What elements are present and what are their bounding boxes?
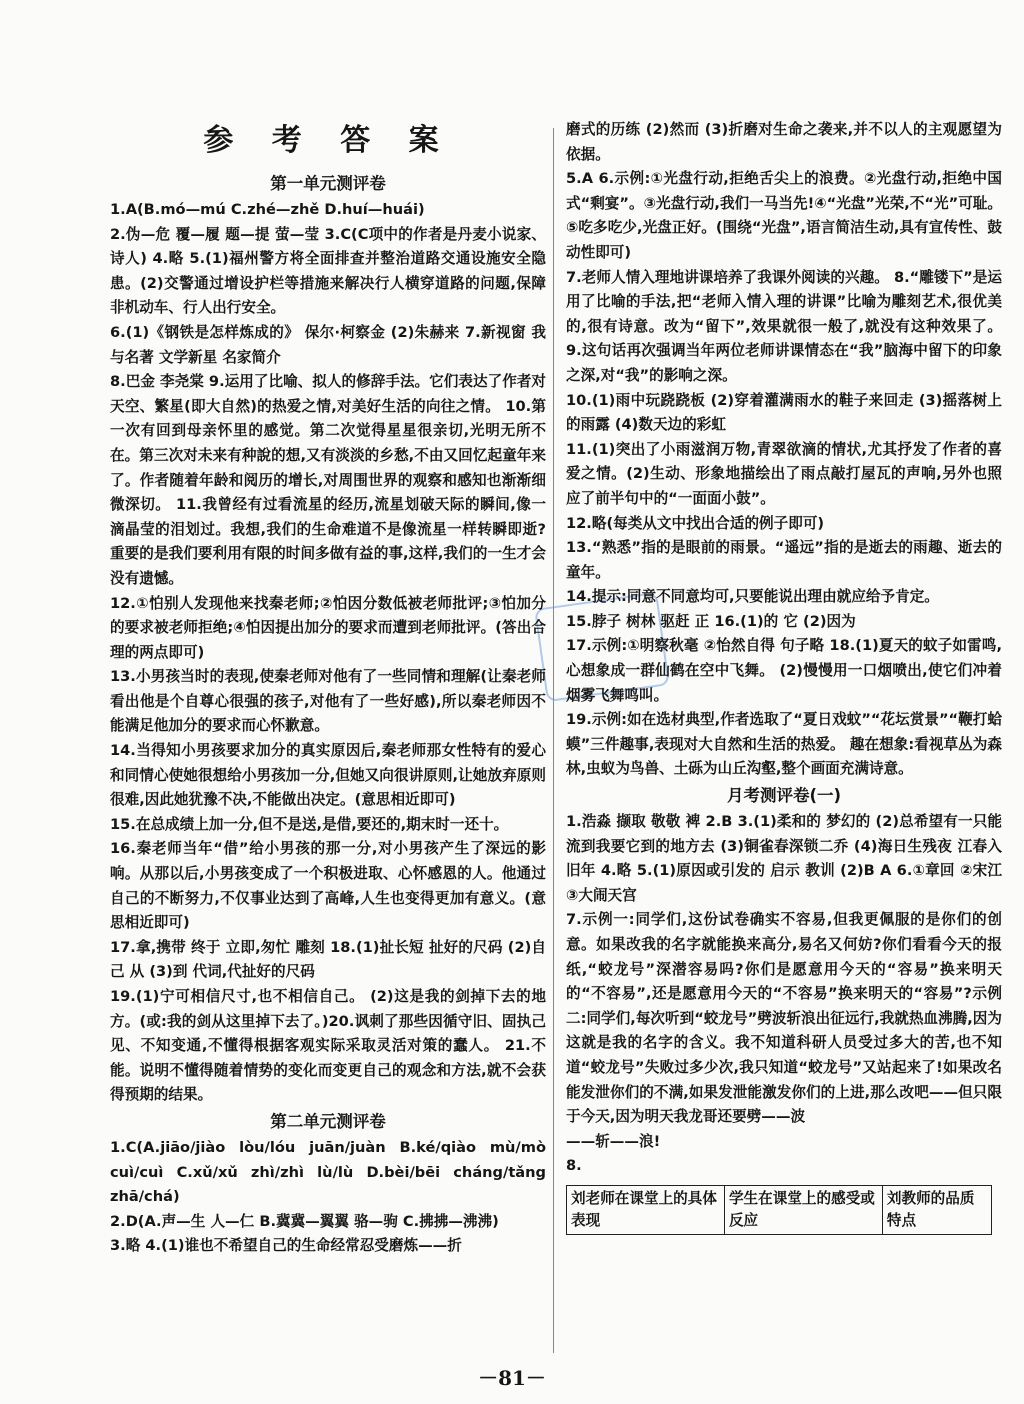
left-column (110, 118, 546, 1259)
section-heading: 第一单元测评卷 (270, 174, 386, 193)
answer-line: 7.老师人情入理地讲课培养了我课外阅读的兴趣。 8.“雕镂下”是运用了比喻的手法,把“老师入情入理的讲课”比喻为雕刻艺术,很优美的,很有诗意。改为“留下”,效果就很一般了,就没有这种效果了。 9.这句话再次强调当年两位老师讲课情态在“我”脑海中留下的印象之深,对“我”的影响之深。 (566, 268, 1002, 384)
section-heading: 第二单元测评卷 (270, 1111, 386, 1131)
answer-line: 8. (566, 1157, 582, 1175)
answer-line: 7.示例一:同学们,这份试卷确实不容易,但我更佩服的是你们的创意。如果改我的名字就能换来高分,易名又何妨?你们看看今天的报纸,“蛟龙号”深潜容易吗?你们是愿意用今天的“容易”换来明天的“不容易”,还是愿意用今天的“不容易”换来明天的“容易”?示例二:同学们,每次听到“蛟龙号”劈波斩浪出征远行,我就热血沸腾,因为这就是我的名字的含义。我不知道科研人员受过多大的苦,也不知道“蛟龙号”失败过多少次,我只知道“蛟龙号”又站起来了!如果改名能发泄你们的不满,如果发泄能激发你们的上进,那么改吧——但只限于今天,因为明天我龙哥还要劈——波 (566, 911, 1002, 1126)
table-header-cell: 学生在课堂上的感受或反应 (724, 1185, 882, 1234)
answer-line: 6.(1)《钢铁是怎样炼成的》 保尔·柯察金 (2)朱赫来 7.新视窗 我与名著 文学新星 名家简介 (110, 323, 546, 366)
answer-line: 5.A 6.示例:①光盘行动,拒绝舌尖上的浪费。②光盘行动,拒绝中国式“剩宴”。③光盘行动,我们一马当先!④“光盘”光荣,不“光”可耻。⑤吃多吃少,光盘正好。(围绕“光盘”,语言简洁生动,具有宣传性、鼓动性即可) (566, 170, 1002, 261)
answer-line: 15.在总成绩上加一分,但不是送,是借,要还的,期末时一还十。 (110, 815, 509, 833)
answer-line: 19.(1)宁可相信尺寸,也不相信自己。 (2)这是我的剑掉下去的地方。(或:我的剑从这里掉下去了。)20.讽刺了那些因循守旧、固执己见、不知变通,不懂得根据客观实际采取灵活对策的蠢人。 21.不能。说明不懂得随着情势的变化而变更自己的观念和方法,就不会获得预期的结果。 (110, 988, 546, 1104)
answer-line: 14.提示:同意不同意均可,只要能说出理由就应给予肯定。 (566, 588, 939, 606)
answer-line: 1.浩淼 撷取 敬敬 裨 2.B 3.(1)柔和的 梦幻的 (2)总希望有一只能流到我要它到的地方去 (3)铜雀春深锁二乔 (4)海日生残夜 江春入旧年 4.略 5.(1)原因或引发的 启示 教训 (2)B A 6.①章回 ②宋江 ③大闹天宫 (566, 813, 1002, 904)
table-header-cell: 刘老师在课堂上的具体表现 (567, 1185, 725, 1234)
answer-line: 磨式的历练 (2)然而 (3)折磨对生命之袭来,并不以人的主观愿望为依据。 (566, 121, 1002, 163)
page-title: 参 考 答 案 (203, 123, 453, 158)
page-number: －81－ (478, 1366, 546, 1390)
answer-line: 11.(1)突出了小雨滋润万物,青翠欲滴的情状,尤其抒发了作者的喜爱之情。(2)生动、形象地描绘出了雨点敲打屋瓦的声响,另外也照应了前半句中的“一面面小鼓”。 (566, 440, 1002, 507)
answer-line: 1.A(B.mó—mú C.zhé—zhě D.huí—huái) (110, 201, 425, 218)
answer-line: 17.示例:①明察秋毫 ②怡然自得 句子略 18.(1)夏天的蚊子如雷鸣,心想象成一群仙鹤在空中飞舞。 (2)慢慢用一口烟喷出,使它们冲着烟雾飞舞鸣叫。 (566, 637, 1002, 704)
answer-line: 12.①怕别人发现他来找秦老师;②怕因分数低被老师批评;③怕加分的要求被老师拒绝;④怕因提出加分的要求而遭到老师批评。(答出合理的两点即可) (110, 594, 546, 661)
answer-line: 15.脖子 树林 驱赶 正 16.(1)的 它 (2)因为 (566, 612, 856, 630)
answer-line: 3.略 4.(1)谁也不希望自己的生命经常忍受磨炼——折 (110, 1237, 462, 1255)
answer-line: 2.D(A.声—生 人—仁 B.冀冀—翼翼 骆—驹 C.拂拂—沸沸) (110, 1212, 499, 1230)
answer-line: 17.拿,携带 终于 立即,匆忙 雕刻 18.(1)扯长短 扯好的尺码 (2)自己 从 (3)到 代词,代扯好的尺码 (110, 938, 546, 981)
section-heading: 月考测评卷(一) (726, 786, 842, 806)
answer-line: 1.C(A.jiāo/jiào lòu/lóu juān/juàn B.ké/qiào mù/mò cuì/cuì C.xǔ/xǔ zhì/zhì lù/lù D.bèi/bēi cháng/tǎng zhā/chá) (110, 1138, 546, 1206)
column-divider (553, 128, 554, 1353)
answer-line: 13.小男孩当时的表现,使秦老师对他有了一些同情和理解(让秦老师看出他是个自尊心很强的孩子,对他有了一些好感),所以秦老师因不能满足他加分的要求而心怀歉意。 (110, 668, 546, 735)
answer-line: 12.略(每类从文中找出合适的例子即可) (566, 514, 825, 532)
right-column (566, 118, 1002, 1235)
answer-line: 10.(1)雨中玩跷跷板 (2)穿着灌满雨水的鞋子来回走 (3)摇落树上的雨露 (4)数天边的彩虹 (566, 391, 1002, 434)
answer-line: 8.巴金 李尧棠 9.运用了比喻、拟人的修辞手法。它们表达了作者对天空、繁星(即大自然)的热爱之情,对美好生活的向往之情。 10.第一次有回到母亲怀里的感觉。第二次觉得星星很亲切,光明无所不在。第三次对未来有种說的想,又有淡淡的乡愁,不由又回忆起童年来了。作者随着年龄和阅历的增长,对周围世界的观察和感知也渐渐细微深切。 11.我曾经有过看流星的经历,流星划破天际的瞬间,像一滴晶莹的泪划过。我想,我们的生命难道不是像流星一样转瞬即逝?重要的是我们要利用有限的时间多做有益的事,这样,我们的一生才会没有遗憾。 (110, 373, 546, 587)
table-row (567, 1185, 992, 1234)
table-header-cell: 刘教师的品质特点 (882, 1185, 991, 1234)
answer-line: 14.当得知小男孩要求加分的真实原因后,秦老师那女性特有的爱心和同情心使她很想给小男孩加一分,但她又向很讲原则,让她放弃原则很难,因此她犹豫不决,不能做出决定。(意思相近即可) (110, 742, 546, 809)
answer-line: 19.示例:如在选材典型,作者选取了“夏日戏蚊”“花坛赏景”“鞭打蛤蟆”三件趣事,表现对大自然和生活的热爱。 趣在想象:看视草丛为森林,虫蚁为鸟兽、土砾为山丘沟壑,整个画面充满诗意。 (566, 711, 1002, 778)
answer-line: ——斩——浪! (566, 1132, 661, 1150)
answer-line: 2.伪—危 覆—履 题—提 萤—莹 3.C(C项中的作者是丹麦小说家、诗人) 4.略 5.(1)福州警方将全面排查并整治道路交通设施安全隐患。(2)交警通过增设护栏等措施来解决行人横穿道路的问题,保障非机动车、行人出行安全。 (110, 225, 546, 317)
answer-line: 13.“熟悉”指的是眼前的雨景。“遥远”指的是逝去的雨趣、逝去的童年。 (566, 539, 1002, 581)
answer-table (566, 1185, 992, 1235)
answer-line: 16.秦老师当年“借”给小男孩的那一分,对小男孩产生了深远的影响。从那以后,小男孩变成了一个积极进取、心怀感恩的人。他通过自己的不断努力,不仅事业达到了高峰,人生也变得更加有意义。(意思相近即可) (110, 840, 546, 932)
